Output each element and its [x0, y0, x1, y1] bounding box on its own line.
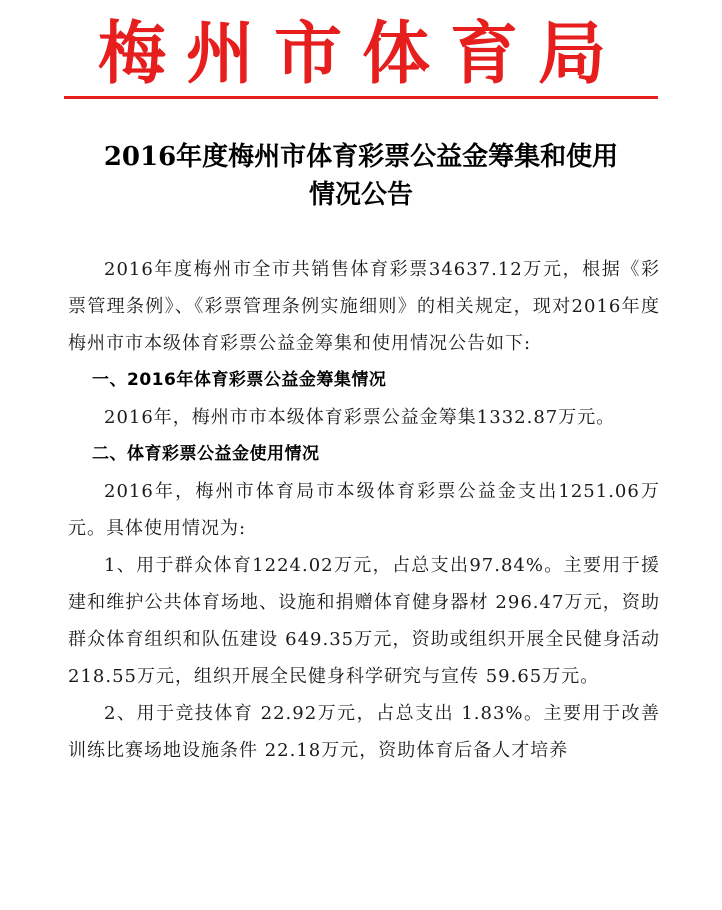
title-line-1: 2016年度梅州市体育彩票公益金筹集和使用 — [103, 142, 619, 172]
section-1-heading: 一、2016年体育彩票公益金筹集情况 — [92, 370, 387, 390]
section-2-paragraph: 2016年，梅州市体育局市本级体育彩票公益金支出1251.06万元。具体使用情况为: — [68, 481, 660, 539]
intro-paragraph: 2016年度梅州市全市共销售体育彩票34637.12万元，根据《彩票管理条例》、《彩票管理条例实施细则》的相关规定，现对2016年度梅州市市本级体育彩票公益金筹集和使用情况公告如下: — [68, 259, 660, 354]
org-letterhead: 梅州市体育局 — [97, 14, 626, 94]
document-body — [68, 251, 660, 769]
title-line-2: 情况公告 — [308, 180, 413, 210]
section-1-paragraph: 2016年，梅州市市本级体育彩票公益金筹集1332.87万元。 — [104, 407, 616, 428]
section-2-heading: 二、体育彩票公益金使用情况 — [92, 444, 320, 464]
document-title — [48, 138, 674, 214]
list-item-2: 2、用于竞技体育 22.92万元，占总支出 1.83%。主要用于改善训练比赛场地设施条件 22.18万元，资助体育后备人才培养 — [68, 703, 660, 761]
list-item-1: 1、用于群众体育1224.02万元，占总支出97.84%。主要用于援建和维护公共体育场地、设施和捐赠体育健身器材 296.47万元，资助群众体育组织和队伍建设 649.35万元，资助或组织开展全民健身活动 218.55万元，组织开展全民健身科学研究与宣传 59.65万元。 — [68, 555, 660, 687]
letterhead-divider — [64, 96, 658, 99]
